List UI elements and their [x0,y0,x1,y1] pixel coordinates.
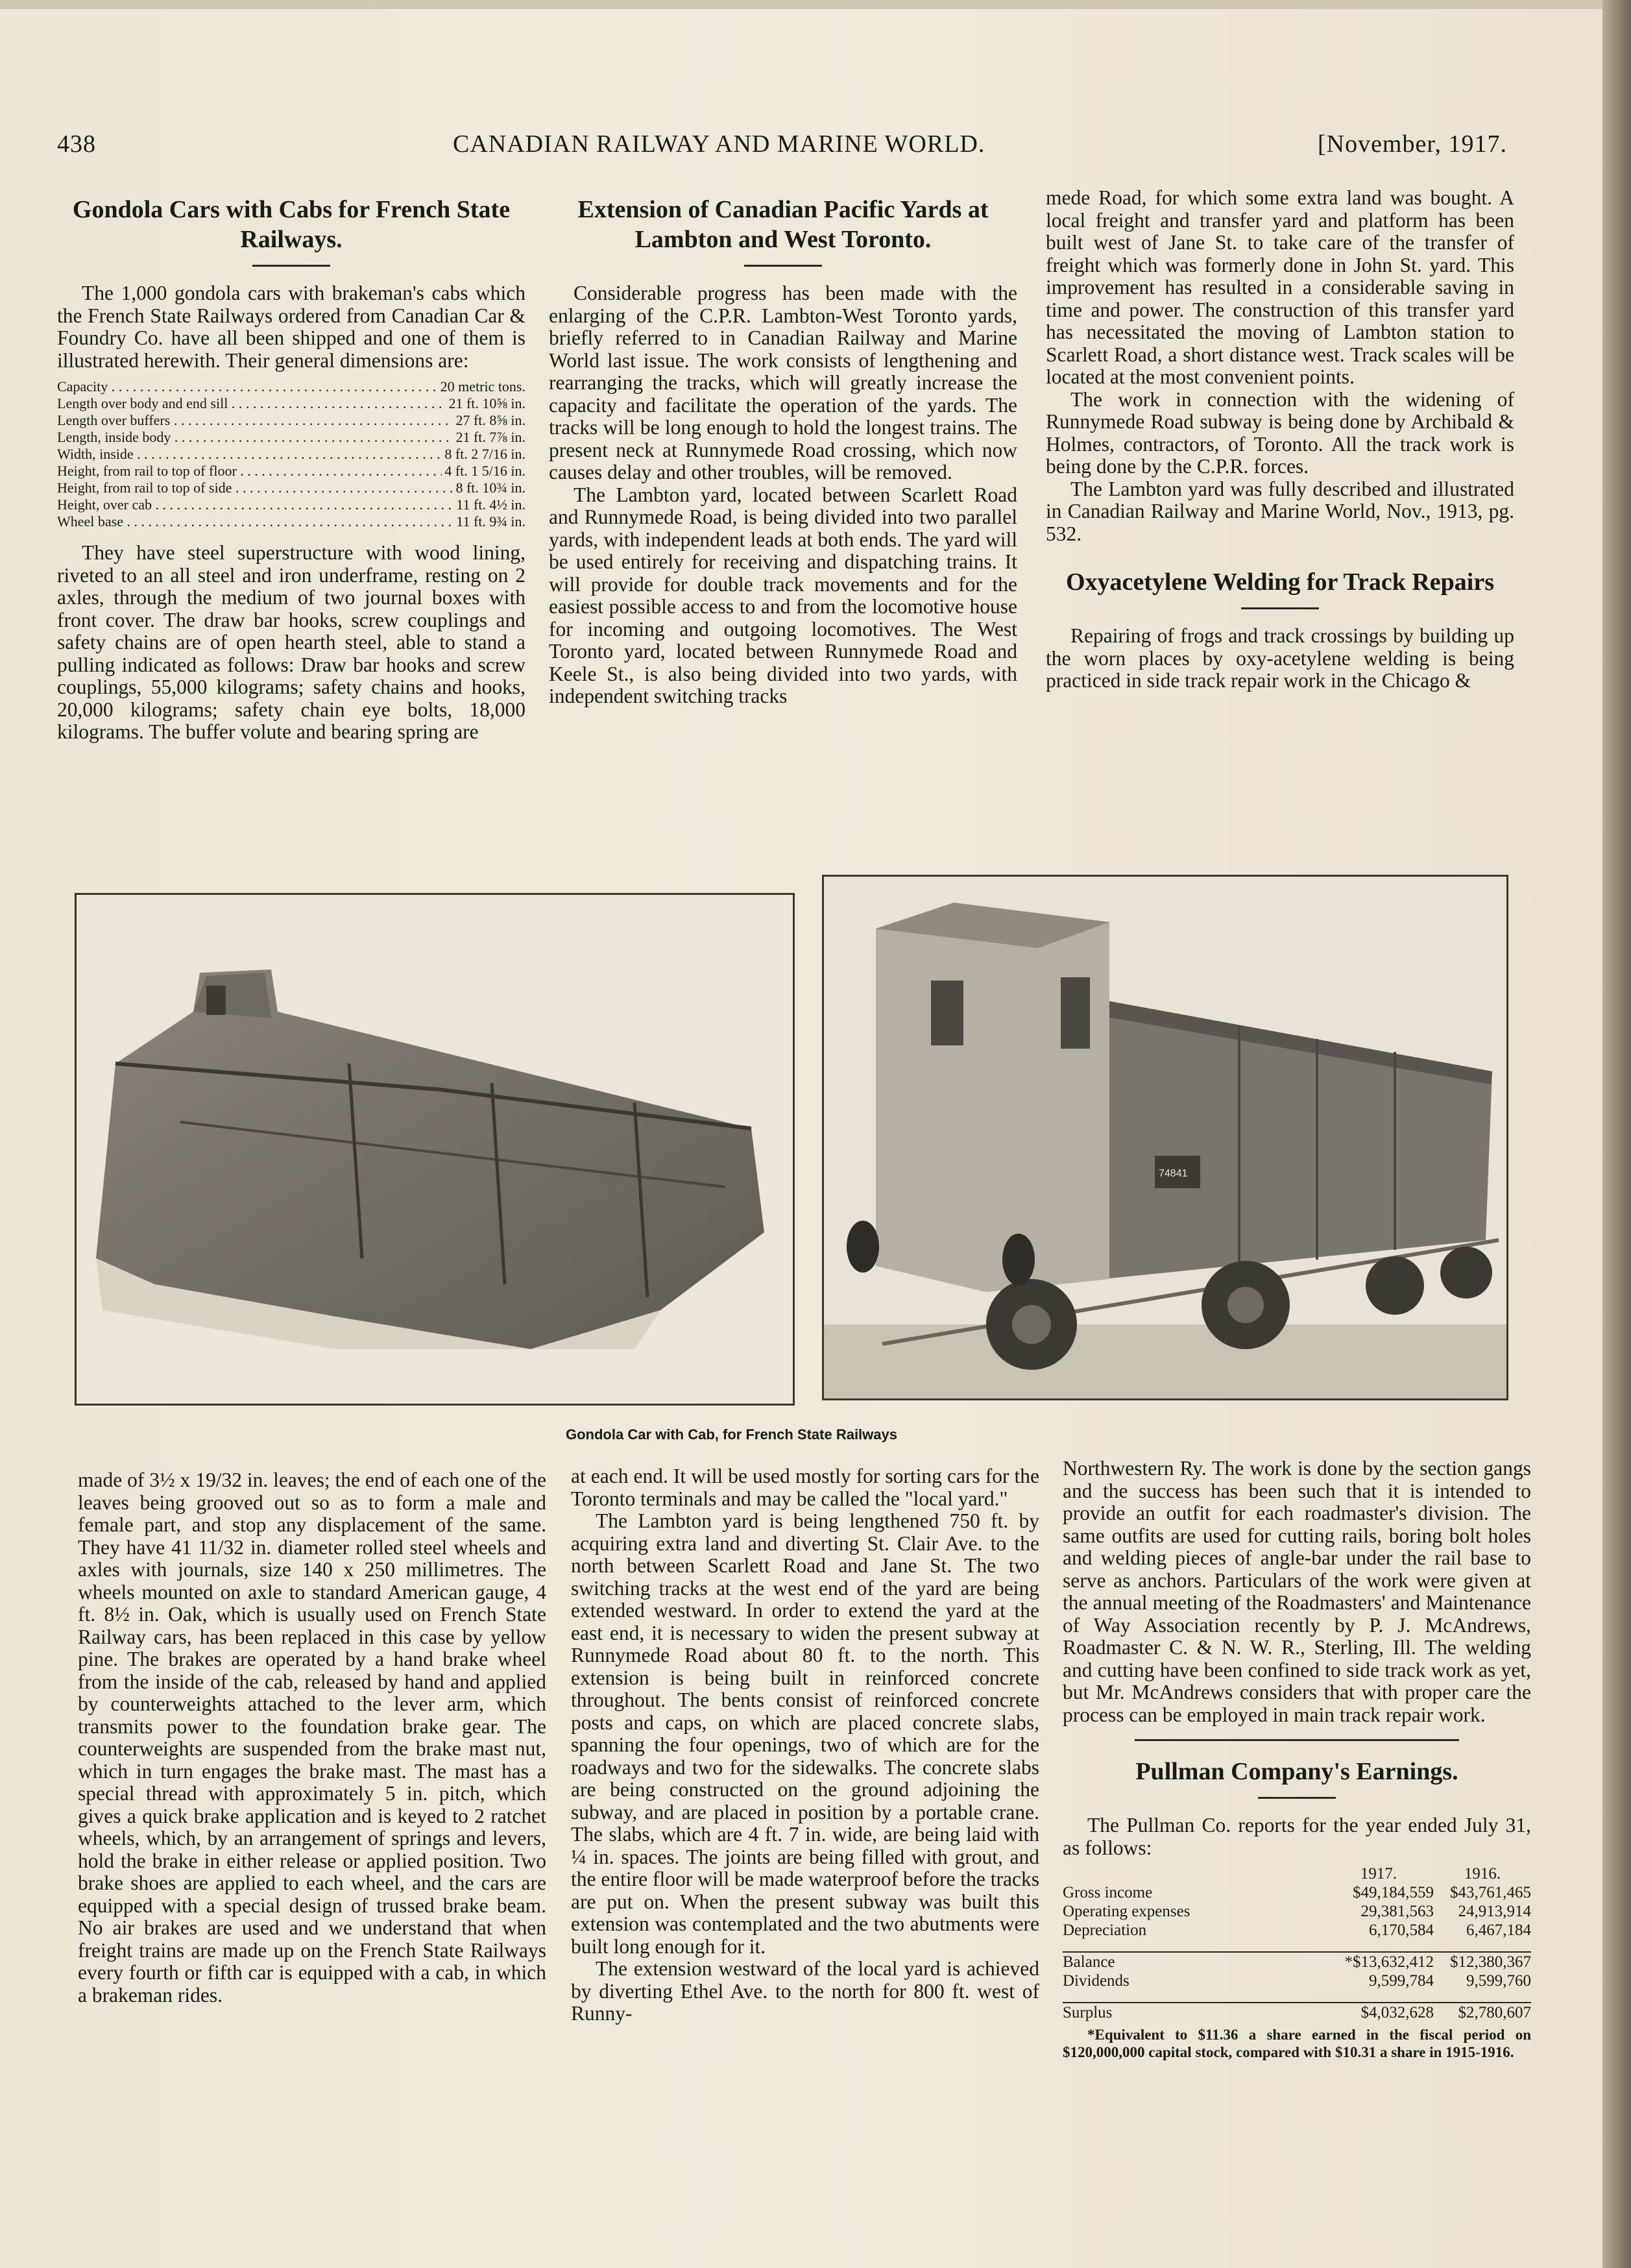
gondola-article-bottom [78,1469,546,2006]
dim-row: Length over body and end sill . . . 21 ft. 10⅝ in. [57,395,526,412]
gondola-car-photo-right [822,875,1508,1400]
welding-article-title: Oxyacetylene Welding for Track Repairs [1065,568,1495,596]
title-rule [1258,1797,1336,1799]
lambton-para-3: mede Road, for which some extra land was bought. A local freight and transfer yard and platform has been built west of Jane St. to take care of the transfer of freight which was formerly done in John St. yard. This improvement has resulted in a considerable saving in time and power. The construction of this transfer yard has necessitated the moving of Lambton station to Scarlett Road, a short distance west. Track scales will be located at the most convenient points. [1046,186,1514,388]
book-spine-shadow [1602,0,1631,2268]
title-rule [1241,607,1319,609]
gondola-car-with-cab-illustration [824,877,1506,1398]
gondola-body-1: They have steel superstructure with wood lining, riveted to an all steel and iron underframe, resting on 2 axles, through the medium of two journal boxes with front cover. The draw bar hooks, screw couplings and safety chains are of open hearth steel, able to stand a pulling indicated as follows: Draw bar hooks and screw couplings, 55,000 kilograms; safety chains and hooks, 20,000 kilograms; safety chain eye bolts, 18,000 kilograms. The buffer volute and bearing spring are [57,541,526,743]
title-rule [252,265,330,267]
page-number: 438 [57,130,96,158]
gondola-article-top [57,195,526,744]
title-rule [744,265,822,267]
dim-row: Height, from rail to top of floor . . . 4 ft. 1 5/16 in. [57,463,526,480]
earnings-row: Operating expenses 29,381,563 24,913,914 [1063,1903,1531,1920]
lambton-article-bottom [571,1465,1039,2025]
lambton-para-8: The extension westward of the local yard is achieved by diverting Ethel Ave. to the north for 800 ft. west of Runny- [571,1957,1039,2025]
earnings-dividends-row: Dividends 9,599,784 9,599,760 [1063,1972,1531,1990]
dim-row: Height, over cab . . . 11 ft. 4½ in. [57,496,526,513]
lambton-para-5: The Lambton yard was fully described and illustrated in Canadian Railway and Marine World, Nov., 1913, pg. 532. [1046,477,1514,545]
section-rule [1135,1739,1459,1741]
earnings-row: Gross income $49,184,559 $43,761,465 [1063,1884,1531,1901]
figure-caption: Gondola Car with Cab, for French State Railways [566,1426,897,1443]
page-top-edge [0,0,1602,9]
column-3-top [1046,187,1514,692]
gondola-body-2: made of 3½ x 19/32 in. leaves; the end of each one of the leaves being grooved out so as to form a male and female part, and stop any displacement of the same. They have 41 11/32 in. diameter rolled steel wheels and axles with journals, size 140 x 250 millimetres. The wheels mounted on axle to standard American gauge, 4 ft. 8½ in. Oak, which is usually used on French State Railway cars, has been replaced in this case by yellow pine. The brakes are operated by a hand brake wheel from the inside of the cab, released by hand and applied by counterweights attached to the lever arm, which transmits power to the foundation brake gear. The counterweights are suspended from the brake mast nut, which in turn engages the brake mast. The mast has a special thread with approximately 5 in. pitch, which gives a quick brake application and is keyed to 2 ratchet wheels, which, by an arrangement of springs and levers, hold the brake in either release or applied position. Two brake shoes are applied to each wheel, and the cars are equipped with a special design of trussed brake beam. No air brakes are used and we understand that when freight trains are made up on the French State Railways every fourth or fifth car is equipped with a cab, in which a brakeman rides. [78,1469,546,2006]
lambton-para-2: The Lambton yard, located between Scarlett Road and Runnymede Road, is being divided into two parallel yards, with independent leads at both ends. The yard will be used entirely for receiving and dispatching trains. It will provide for double track movements and for the easiest possible access to and from the locomotive house for incoming and outgoing locomotives. The West Toronto yard, located between Runnymede Road and Keele St., is also being divided into two yards, with independent switching tracks [549,483,1017,707]
earnings-footnote: *Equivalent to $11.36 a share earned in the fiscal period on $120,000,000 capital stock, compared with $10.31 a share in 1915-1916. [1063,2027,1531,2060]
earnings-balance-row: Balance *$13,632,412 $12,380,367 [1063,1951,1531,1971]
lambton-article-title: Extension of Canadian Pacific Yards at Lambton and West Toronto. [577,196,989,253]
welding-para-1: Repairing of frogs and track crossings by building up the worn places by oxy-acetylene welding is being practiced in side track repair work in the Chicago & [1046,624,1514,692]
earnings-header-row: 1917. 1916. [1360,1865,1501,1883]
dim-row: Length, inside body . . . 21 ft. 7⅞ in. [57,429,526,446]
earnings-table [1063,1864,1531,2061]
gondola-article-title: Gondola Cars with Cabs for French State Railways. [72,196,511,253]
issue-date: [November, 1917. [1317,130,1507,158]
welding-para-2: Northwestern Ry. The work is done by the section gangs and the success has been such that it is intended to provide an outfit for each roadmaster's division. The same outfits are used for cutting rails, boring bolt holes and welding pieces of angle-bar under the rail base to serve as anchors. Particulars of the work were given at the annual meeting of the Roadmasters' and Maintenance of Way Association recently by P. J. McAndrews, Roadmaster C. & N. W. R., Sterling, Ill. The welding and cutting have been confined to side track work as yet, but Mr. McAndrews considers that with proper care the process can be employed in main track repair work. [1063,1457,1531,1726]
lambton-para-4: The work in connection with the widening of Runnymede Road subway is being done by Archibald & Holmes, contractors, of Toronto. All the track work is being done by the C.P.R. forces. [1046,387,1514,478]
dim-row: Length over buffers . . . 27 ft. 8⅝ in. [57,412,526,429]
dim-row: Width, inside . . . 8 ft. 2 7/16 in. [57,446,526,463]
dim-row: Wheel base . . . 11 ft. 9¾ in. [57,513,526,530]
lambton-para-6: at each end. It will be used mostly for sorting cars for the Toronto terminals and may be called the "local yard." [571,1465,1039,1510]
column-3-bottom [1063,1457,1531,2061]
pullman-intro: The Pullman Co. reports for the year ended July 31, as follows: [1063,1814,1531,1859]
lambton-para-7: The Lambton yard is being lengthened 750 ft. by acquiring extra land and diverting St. Clair Ave. to the north between Scarlett Road and Jane St. The two switching tracks at the west end of the yard are being extended westward. In order to extend the yard at the east end, it is necessary to widen the present subway at Runnymede Road about 80 ft. to the north. This extension is being built in reinforced concrete throughout. The bents consist of reinforced concrete posts and caps, on which are placed concrete slabs, spanning the four openings, two of which are for the roadways and two for the sidewalks. The concrete slabs are being constructed on the ground adjoining the subway, and are placed in position by a portable crane. The slabs, which are 4 ft. 7 in. wide, are being laid with ¼ in. spaces. The joints are being filled with grout, and the entire floor will be made waterproof before the tracks are put on. When the present subway was built this extension was contemplated and the two abutments were built long enough for it. [571,1509,1039,1958]
gondola-car-illustration [77,895,793,1404]
running-head [57,130,1507,162]
car-number-marking: 74841 [1159,1168,1188,1179]
earnings-surplus-row: Surplus $4,032,628 $2,780,607 [1063,2002,1531,2022]
lambton-article-top [549,195,1017,708]
earnings-row: Depreciation 6,170,584 6,467,184 [1063,1921,1531,1939]
gondola-intro: The 1,000 gondola cars with brakeman's cabs which the French State Railways ordered from Canadian Car & Foundry Co. have all been shipped and one of them is illustrated herewith. Their general dimensions are: [57,282,526,372]
lambton-para-1: Considerable progress has been made with the enlarging of the C.P.R. Lambton-West Toronto yards, briefly referred to in Canadian Railway and Marine World last issue. The work consists of lengthening and rearranging the tracks, which will greatly increase the capacity and facilitate the operation of the yards. The tracks will be long enough to hold the longest trains. The present neck at Runnymede Road crossing, which now causes delay and other troubles, will be removed. [549,282,1017,483]
publication-title: CANADIAN RAILWAY AND MARINE WORLD. [453,130,985,158]
gondola-car-photo-left [75,893,795,1406]
dim-row: Height, from rail to top of side . . . 8 ft. 10¾ in. [57,480,526,496]
pullman-article-title: Pullman Company's Earnings. [1135,1758,1458,1785]
dim-row: Capacity . . . 20 metric tons. [57,378,526,395]
dimensions-table [57,378,526,530]
